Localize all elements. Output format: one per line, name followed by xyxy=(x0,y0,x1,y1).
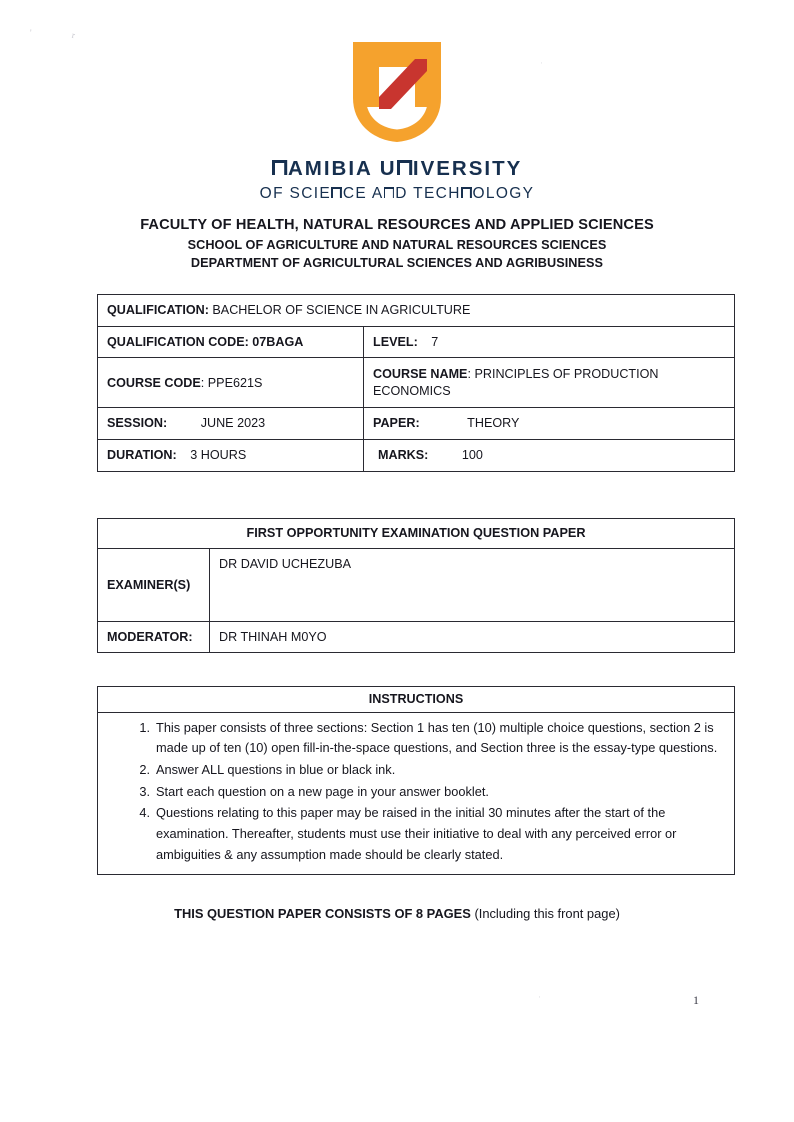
examiners-value-cell xyxy=(210,548,735,621)
table-row xyxy=(98,326,735,358)
flat-n-glyph xyxy=(331,187,342,198)
wordmark-line-1 xyxy=(0,157,794,182)
list-item: Start each question on a new page in your answer booklet. xyxy=(156,783,489,799)
course-name-value: : PRINCIPLES OF PRODUCTION ECONOMICS xyxy=(373,367,659,398)
flat-n-glyph xyxy=(397,160,412,175)
course-code-label: COURSE CODE xyxy=(107,375,201,390)
examination-header-text: FIRST OPPORTUNITY EXAMINATION QUESTION PAPER xyxy=(246,526,586,540)
qualification-code-cell xyxy=(98,326,364,358)
marks-label: MARKS: xyxy=(378,448,429,463)
table-row xyxy=(98,358,735,408)
table-row xyxy=(98,519,735,549)
faculty-name: FACULTY OF HEALTH, NATURAL RESOURCES AND APPLIED SCIENCES xyxy=(140,217,654,233)
qualification-cell xyxy=(98,295,735,327)
flat-n-glyph xyxy=(272,160,287,175)
marks-cell xyxy=(364,440,735,472)
list-item: Answer ALL questions in blue or black ink. xyxy=(156,762,396,778)
paper-label: PAPER: xyxy=(373,416,420,431)
wordmark-line-1-part-c: IVERSITY xyxy=(412,157,523,180)
list-item: Questions relating to this paper may be raised in the initial 30 minutes after the start of the examination. Thereafter, students must use their initiative to deal with any perceived error or ambiguities & any assumption made should be clearly stated. xyxy=(156,805,677,862)
qualification-label: QUALIFICATION: xyxy=(107,303,209,317)
page-count-statement xyxy=(0,906,794,921)
course-code-value: : PPE621S xyxy=(200,375,263,390)
table-row xyxy=(98,548,735,621)
moderator-label-cell xyxy=(98,621,210,653)
qualification-code-value: 07BAGA xyxy=(252,334,304,349)
scan-artifact-mark: r xyxy=(70,29,77,41)
level-label: LEVEL: xyxy=(373,334,418,349)
duration-cell xyxy=(98,440,364,472)
course-code-cell xyxy=(98,358,364,408)
instructions-header-cell xyxy=(98,687,735,713)
table-row xyxy=(98,621,735,653)
scan-artifact-mark: · xyxy=(540,58,543,68)
university-logo-block xyxy=(0,38,794,151)
wordmark-line-1-part-b: AMIBIA U xyxy=(287,157,397,180)
wordmark-line-2-part-a: OF SCIE xyxy=(259,184,332,202)
flat-n-glyph xyxy=(384,187,395,198)
instructions-list xyxy=(98,713,734,874)
paper-value: THEORY xyxy=(467,416,520,431)
moderator-value-cell xyxy=(210,621,735,653)
table-row xyxy=(98,440,735,472)
duration-value: 3 HOURS xyxy=(190,448,247,463)
session-cell xyxy=(98,408,364,440)
qualification-table xyxy=(97,294,735,472)
session-label: SESSION: xyxy=(107,416,168,431)
flat-n-glyph xyxy=(461,187,472,198)
table-row xyxy=(98,687,735,713)
faculty-heading-block xyxy=(0,215,794,272)
examiners-label-cell xyxy=(98,548,210,621)
qualification-code-label: QUALIFICATION CODE: xyxy=(107,334,249,349)
list-item: This paper consists of three sections: Section 1 has ten (10) multiple choice questions, section 2 is made up of ten (10) open fill-in-the-space questions, and Section three is the essay-type questions. xyxy=(156,719,718,756)
moderator-value: DR THINAH M0YO xyxy=(219,629,327,644)
paper-cell xyxy=(364,408,735,440)
table-row xyxy=(98,408,735,440)
examination-header-cell xyxy=(98,519,735,549)
table-row xyxy=(98,295,735,327)
course-name-label: COURSE NAME xyxy=(373,367,468,382)
wordmark-line-2-part-b: CE A xyxy=(342,184,384,202)
marks-value: 100 xyxy=(461,448,483,463)
level-cell xyxy=(364,326,735,358)
examiner-table xyxy=(97,518,735,653)
instructions-body-cell xyxy=(98,712,735,874)
page-number: 1 xyxy=(693,993,699,1007)
course-name-cell xyxy=(364,358,735,408)
wordmark-line-2 xyxy=(0,184,794,203)
wordmark-line-2-part-d: OLOGY xyxy=(472,184,535,202)
table-row xyxy=(98,712,735,874)
university-wordmark xyxy=(0,157,794,203)
page-count-rest: (Including this front page) xyxy=(470,906,620,921)
school-name: SCHOOL OF AGRICULTURE AND NATURAL RESOURCES SCIENCES xyxy=(187,237,607,252)
examiners-value: DR DAVID UCHEZUBA xyxy=(219,556,352,571)
wordmark-line-2-part-c: D TECH xyxy=(395,184,461,202)
page-count-strong: THIS QUESTION PAPER CONSISTS OF 8 PAGES xyxy=(174,906,471,921)
scan-artifact-mark: ' xyxy=(30,28,32,38)
department-name: DEPARTMENT OF AGRICULTURAL SCIENCES AND AGRIBUSINESS xyxy=(190,255,604,270)
examiners-label: EXAMINER(S) xyxy=(107,577,191,592)
instructions-table xyxy=(97,686,735,875)
scan-artifact-mark: · xyxy=(538,992,541,1002)
level-value: 7 xyxy=(431,334,439,349)
moderator-label: MODERATOR: xyxy=(107,629,193,644)
nust-shield-logo xyxy=(348,38,446,146)
session-value: JUNE 2023 xyxy=(200,416,266,431)
qualification-value: BACHELOR OF SCIENCE IN AGRICULTURE xyxy=(212,303,471,317)
duration-label: DURATION: xyxy=(107,448,177,463)
instructions-header-text: INSTRUCTIONS xyxy=(368,692,464,706)
